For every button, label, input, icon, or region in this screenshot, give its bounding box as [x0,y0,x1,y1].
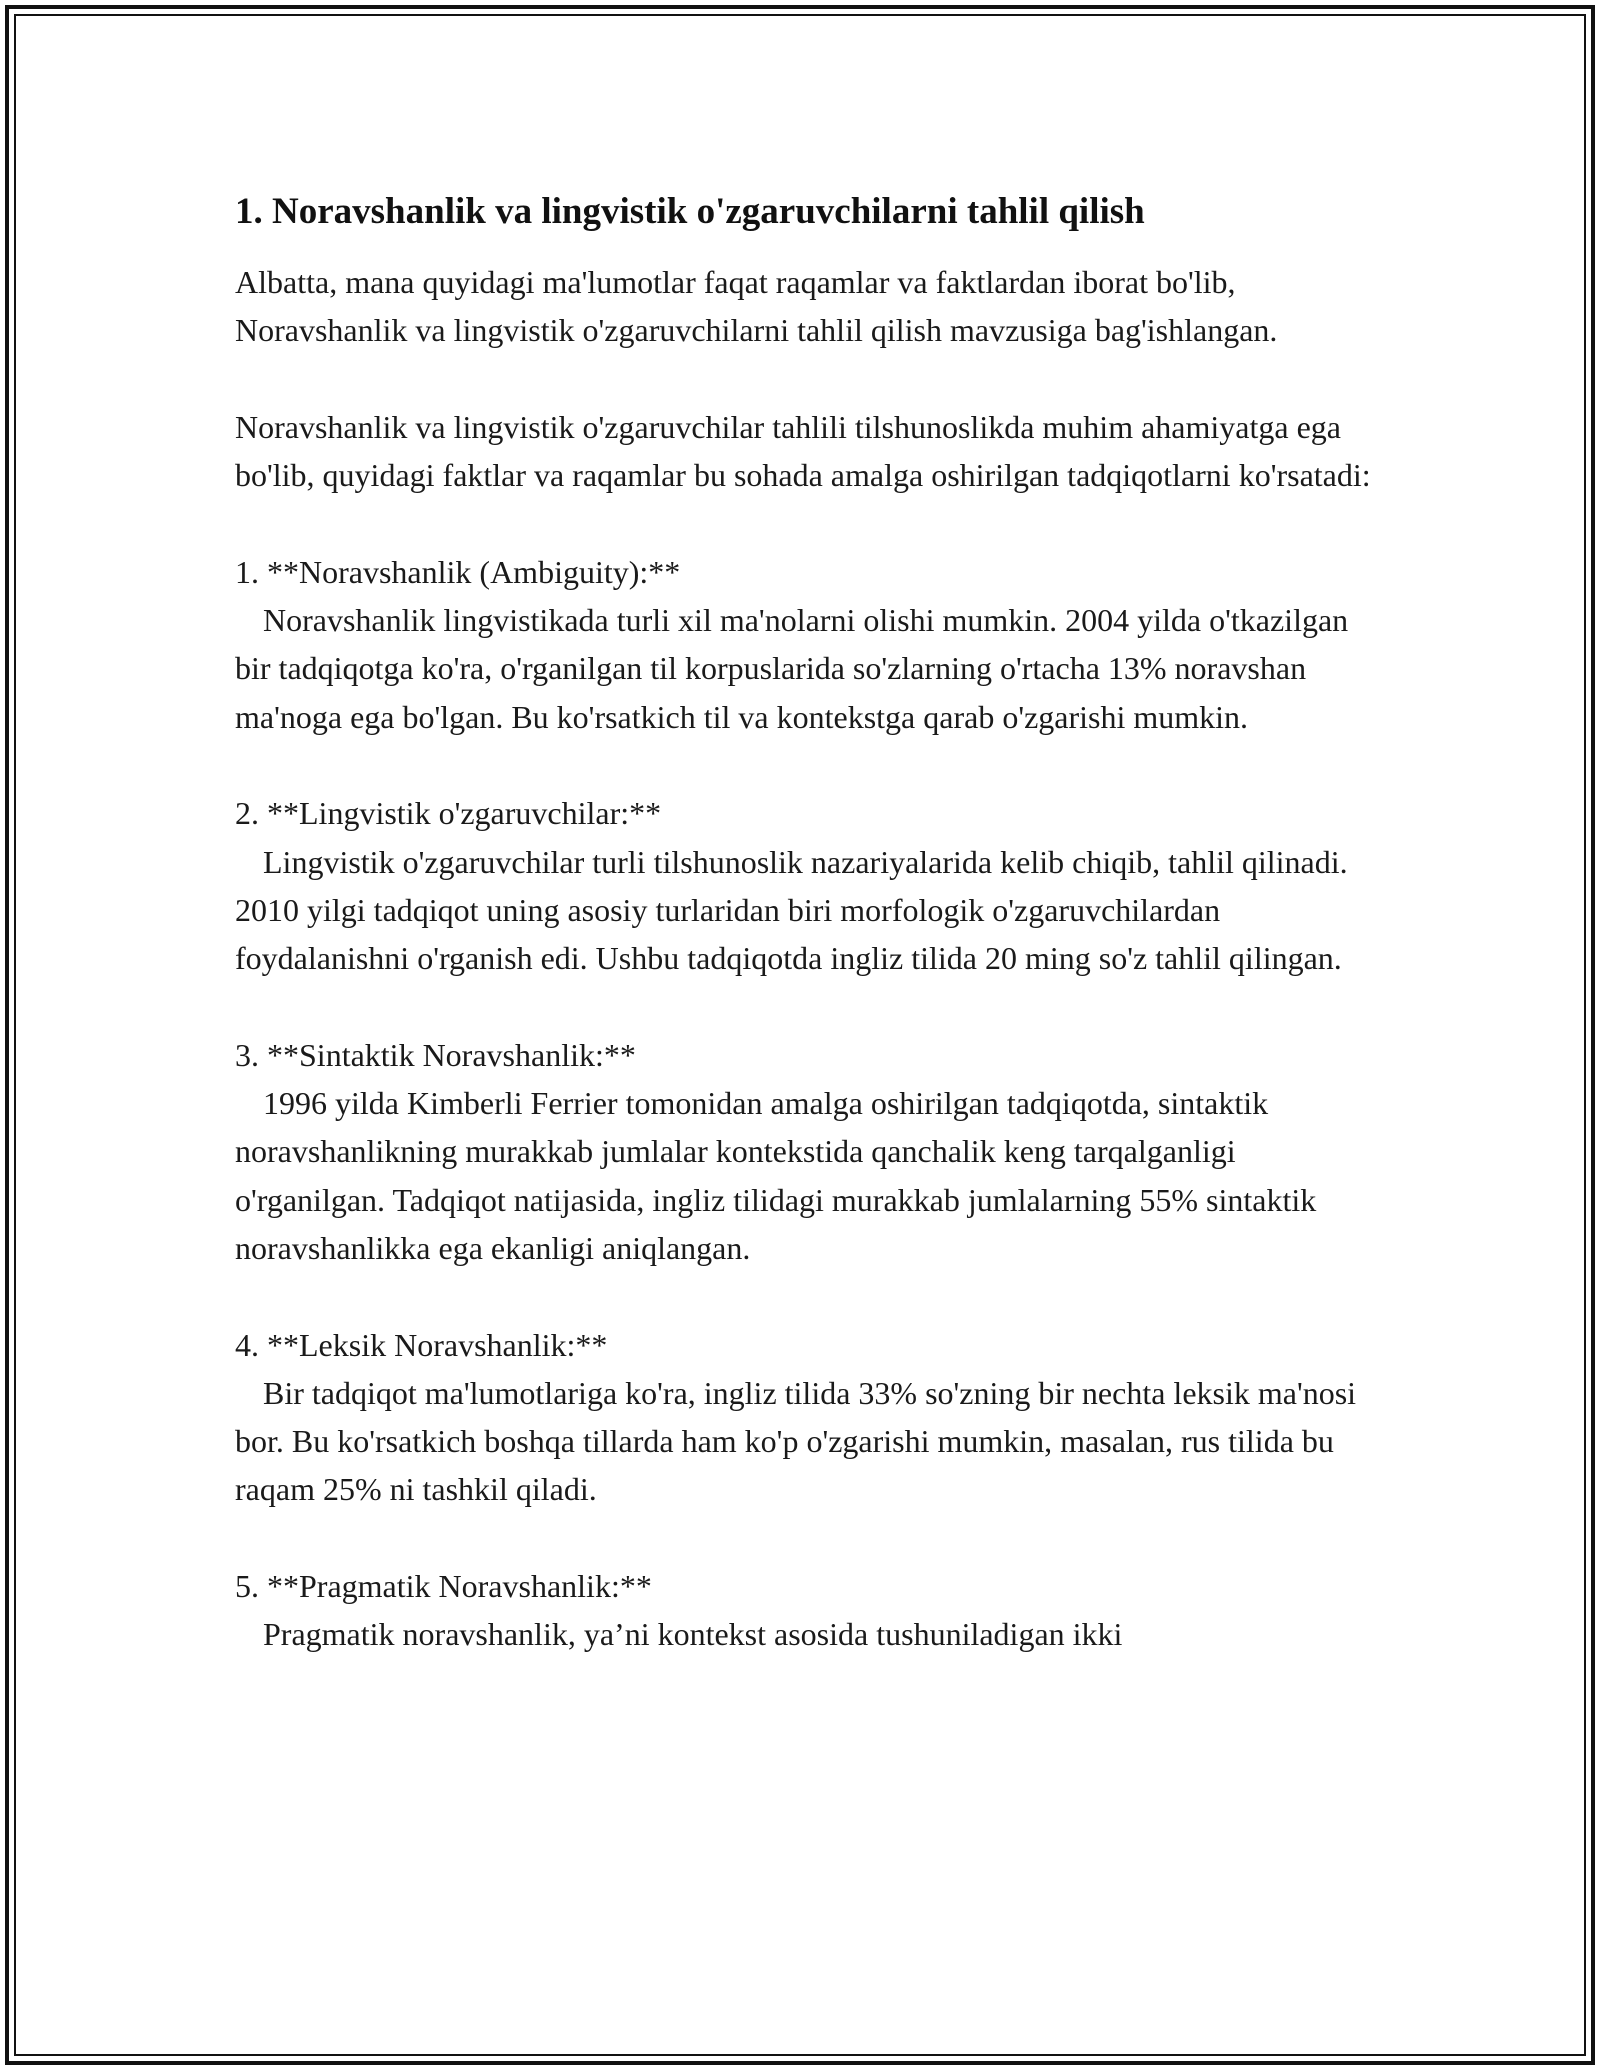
document-content [235,188,1375,1659]
list-item-body: Noravshanlik lingvistikada turli xil ma'nolarni olishi mumkin. 2004 yilda o'tkazilgan bir tadqiqotga ko'ra, o'rganilgan til korpuslarida so'zlarning o'rtacha 13% noravshan ma'noga ega bo'lgan. Bu ko'rsatkich til va kontekstga qarab o'zgarishi mumkin. [235,602,1349,735]
list-item-heading: 5. **Pragmatik Noravshanlik:** [235,1568,652,1605]
list-item-lexical-ambiguity [235,1321,1375,1514]
document-title: 1. Noravshanlik va lingvistik o'zgaruvchilarni tahlil qilish [235,191,1145,232]
paragraph-gap [235,1272,1375,1320]
list-item-body: Bir tadqiqot ma'lumotlariga ko'ra, ingliz tilida 33% so'zning bir nechta leksik ma'nosi bor. Bu ko'rsatkich boshqa tillarda ham ko'p o'zgarishi mumkin, masalan, rus tilida bu raqam 25% ni tashkil qiladi. [235,1374,1357,1508]
list-item-body: Lingvistik o'zgaruvchilar turli tilshunoslik nazariyalarida kelib chiqib, tahlil qilinadi. 2010 yilgi tadqiqot uning asosiy turlaridan biri morfologik o'zgaruvchilardan foydalanishni o'rganish edi. Ushbu tadqiqotda ingliz tilida 20 ming so'z tahlil qilingan. [235,843,1348,977]
list-item-heading: 3. **Sintaktik Noravshanlik:** [235,1036,636,1073]
list-item-body: Pragmatik noravshanlik, ya’ni kontekst asosida tushuniladigan ikki [263,1616,1123,1653]
intro-paragraph-1: Albatta, mana quyidagi ma'lumotlar faqat raqamlar va faktlardan iborat bo'lib, Noravshanlik va lingvistik o'zgaruvchilarni tahlil qilish mavzusiga bag'ishlangan. [235,264,1278,349]
list-item-pragmatic-ambiguity [235,1562,1375,1659]
paragraph-gap [235,1514,1375,1562]
list-item-heading: 4. **Leksik Noravshanlik:** [235,1326,608,1363]
intro-paragraph-2: Noravshanlik va lingvistik o'zgaruvchilar tahlili tilshunoslikda muhim ahamiyatga ega bo'lib, quyidagi faktlar va raqamlar bu sohada amalga oshirilgan tadqiqotlarni ko'rsatadi: [235,408,1371,494]
paragraph-gap [235,499,1375,547]
list-item-heading: 2. **Lingvistik o'zgaruvchilar:** [235,795,662,832]
list-item-heading: 1. **Noravshanlik (Ambiguity):** [235,553,681,590]
paragraph-gap [235,741,1375,789]
list-item-body: 1996 yilda Kimberli Ferrier tomonidan amalga oshirilgan tadqiqotda, sintaktik noravshanlikning murakkab jumlalar kontekstida qanchalik keng tarqalganligi o'rganilgan. Tadqiqot natijasida, ingliz tilidagi murakkab jumlalarning 55% sintaktik noravshanlikka ega ekanligi aniqlangan. [235,1085,1317,1266]
paragraph-gap [235,355,1375,403]
paragraph-gap [235,982,1375,1030]
list-item-syntactic-ambiguity [235,1031,1375,1272]
list-item-ambiguity [235,548,1375,741]
list-item-linguistic-variables [235,789,1375,982]
